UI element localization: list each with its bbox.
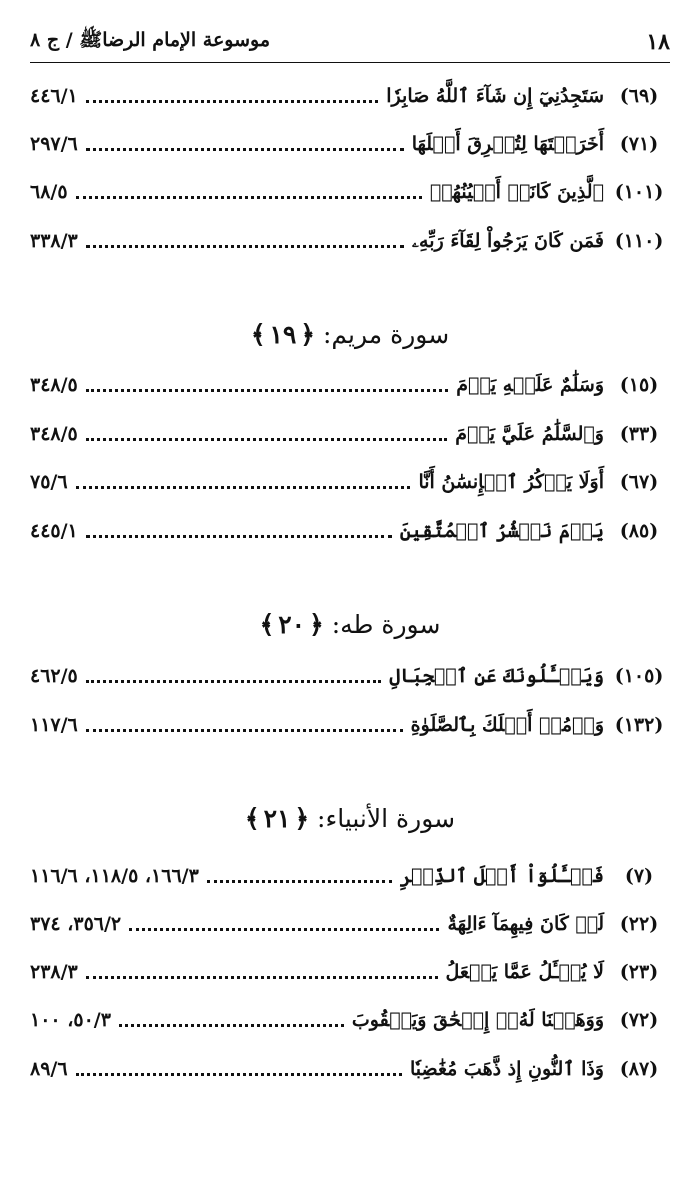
leader-dots [129, 928, 439, 931]
leader-dots [207, 880, 392, 883]
verse-text: يَوۡمَ نَحۡشُرُ ٱلۡمُتَّقِينَ [399, 520, 604, 542]
verse-number: (٧) [624, 865, 654, 887]
page-reference: ٤٦٢/٥ [30, 665, 78, 687]
leader-dots [86, 535, 392, 538]
leader-dots [86, 245, 404, 248]
index-entry [30, 705, 670, 745]
page-reference: ٨٩/٦ [30, 1058, 68, 1080]
surah-number: ٢١ [263, 804, 291, 833]
index-entry [30, 76, 670, 116]
leader-dots [86, 680, 382, 683]
verse-number: (٢٢) [619, 913, 659, 935]
verse-number: (٧٢) [619, 1009, 659, 1031]
leader-dots [86, 976, 438, 979]
page-reference: ٧٥/٦ [30, 471, 68, 493]
verse-text: لَوۡ كَانَ فِيهِمَآ ءَالِهَةٌ [447, 913, 604, 935]
page-reference: ٥٠/٣، ١٠٠ [30, 1009, 111, 1031]
page-reference: ٦٨/٥ [30, 181, 68, 203]
ornate-bracket-icon: ﴿ [294, 804, 310, 833]
ornate-bracket-icon: ﴿ [300, 320, 316, 349]
verse-number: (١٥) [619, 374, 659, 396]
verse-text: أَوَلَا يَذۡكُرُ ٱلۡإِنسَٰنُ أَنَّا [418, 471, 604, 493]
index-entry [30, 856, 670, 896]
index-entry [30, 462, 670, 502]
surah-title: سورة مريم: [322, 320, 450, 349]
surah-heading [30, 804, 670, 848]
verse-text: وَيَسۡـَٔلُونَكَ عَنِ ٱلۡجِبَالِ [389, 665, 604, 687]
index-entry [30, 1049, 670, 1089]
surah-heading [30, 610, 670, 654]
verse-text: وَأۡمُرۡ أَهۡلَكَ بِٱلصَّلَوٰةِ [410, 714, 604, 736]
index-entry [30, 414, 670, 454]
verse-number: (١١٠) [614, 230, 664, 252]
leader-dots [76, 196, 422, 199]
leader-dots [86, 100, 379, 103]
index-entry [30, 1000, 670, 1040]
leader-dots [76, 1073, 402, 1076]
verse-number: (٣٣) [619, 423, 659, 445]
surah-number: ٢٠ [278, 610, 306, 639]
ornate-bracket-icon: ﴿ [309, 610, 324, 639]
verse-number: (٨٧) [619, 1058, 659, 1080]
page-reference: ٣٣٨/٣ [30, 230, 78, 252]
page-reference: ٢٣٨/٣ [30, 961, 78, 983]
page-reference: ٤٤٦/١ [30, 85, 78, 107]
verse-text: أَخَرَقۡتَهَا لِتُغۡرِقَ أَهۡلَهَا [411, 133, 604, 155]
verse-text: فَمَن كَانَ يَرۡجُواْ لِقَآءَ رَبِّهِۦ [411, 230, 604, 252]
page-reference: ٣٤٨/٥ [30, 423, 78, 445]
page-header [30, 22, 670, 63]
verse-number: (٢٣) [619, 961, 659, 983]
leader-dots [86, 389, 449, 392]
leader-dots [86, 148, 404, 151]
index-entry [30, 221, 670, 261]
index-entry [30, 952, 670, 992]
page-reference: ٢٩٧/٦ [30, 133, 78, 155]
verse-number: (١٣٢) [614, 714, 664, 736]
leader-dots [76, 486, 411, 489]
index-entry [30, 172, 670, 212]
page-reference: ٣٥٦/٢، ٣٧٤ [30, 913, 122, 935]
ornate-bracket-icon: ﴾ [244, 804, 260, 833]
leader-dots [119, 1024, 344, 1027]
leader-dots [86, 438, 447, 441]
verse-text: سَتَجِدُنِيٓ إِن شَآءَ ٱللَّهُ صَابِرٗا [386, 85, 604, 107]
index-entry [30, 124, 670, 164]
verse-text: وَٱلسَّلَٰمُ عَلَيَّ يَوۡمَ [455, 423, 604, 445]
leader-dots [86, 729, 403, 732]
page-reference: ١١٧/٦ [30, 714, 78, 736]
surah-title: سورة طه: [331, 610, 441, 639]
ornate-bracket-icon: ﴾ [250, 320, 266, 349]
verse-number: (١٠١) [614, 181, 664, 203]
verse-number: (٦٧) [619, 471, 659, 493]
verse-text: وَسَلَٰمٌ عَلَيۡهِ يَوۡمَ [456, 374, 604, 396]
surah-number: ١٩ [269, 320, 297, 349]
verse-text: وَذَا ٱلنُّونِ إِذ ذَّهَبَ مُغَٰضِبٗا [409, 1058, 604, 1080]
index-entry [30, 656, 670, 696]
page-reference: ٣٤٨/٥ [30, 374, 78, 396]
verse-text: لَا يُسۡـَٔلُ عَمَّا يَفۡعَلُ [445, 961, 604, 983]
verse-number: (٨٥) [619, 520, 659, 542]
surah-heading [30, 320, 670, 364]
page-reference: ٤٤٥/١ [30, 520, 78, 542]
verse-text: ٱلَّذِينَ كَانَتۡ أَعۡيُنُهُمۡ [429, 181, 604, 203]
index-entry [30, 904, 670, 944]
running-title: موسوعة الإمام الرضاﷺ / ج ٨ [30, 29, 271, 51]
page-reference: ١٦٦/٣، ١١٨/٥، ١١٦/٦ [30, 865, 199, 887]
ornate-bracket-icon: ﴾ [259, 610, 275, 639]
index-entry [30, 511, 670, 551]
verse-text: وَوَهَبۡنَا لَهُۥٓ إِسۡحَٰقَ وَيَعۡقُوبَ [351, 1009, 604, 1031]
verse-number: (٧١) [619, 133, 659, 155]
verse-number: (٦٩) [619, 85, 659, 107]
verse-text: فَسۡـَٔلُوٓاْ أَهۡلَ ٱلذِّكۡرِ [399, 865, 604, 887]
page-number: ١٨ [646, 29, 670, 55]
surah-title: سورة الأنبياء: [317, 804, 456, 833]
index-entry [30, 365, 670, 405]
verse-number: (١٠٥) [614, 665, 664, 687]
